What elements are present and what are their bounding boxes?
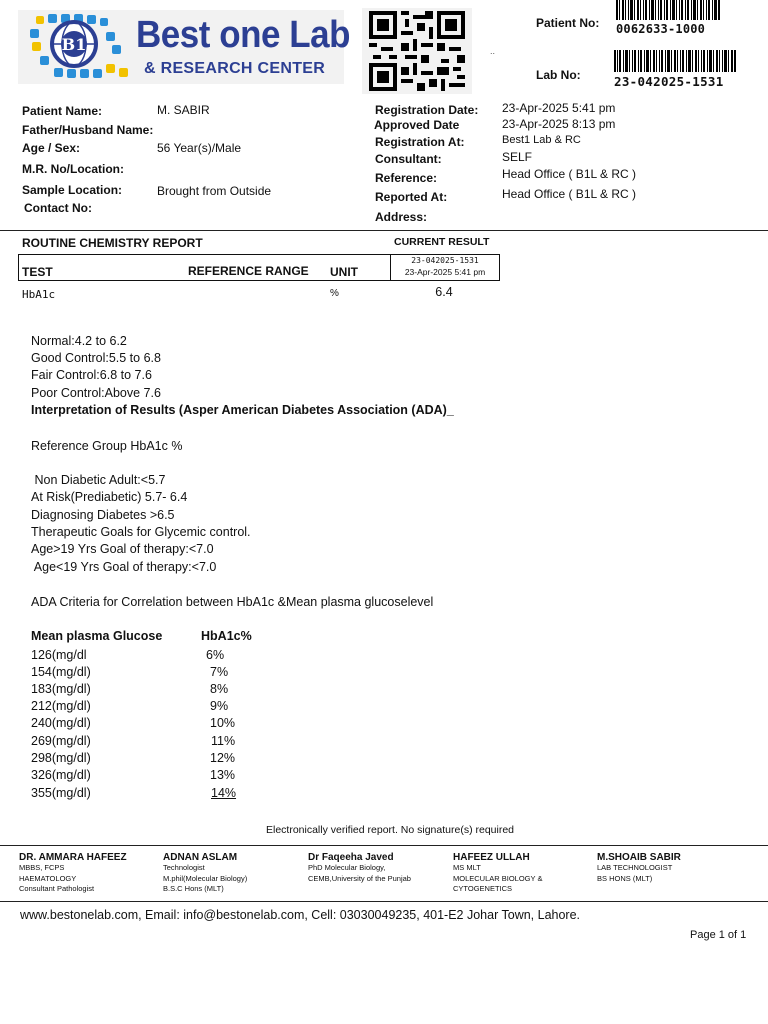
- glucose-value: 212(mg/dl): [31, 699, 91, 713]
- signatory-name: HAFEEZ ULLAH: [453, 852, 530, 863]
- reported-at-label: Reported At:: [375, 190, 448, 204]
- test-unit: %: [330, 288, 339, 299]
- reported-at-value: Head Office ( B1L & RC ): [502, 187, 637, 201]
- hba1c-value: 14%: [211, 786, 237, 800]
- signatory: [163, 852, 247, 895]
- verification-note: Electronically verified report. No signature(s) required: [265, 824, 515, 836]
- test-result-value: 6.4: [435, 285, 453, 299]
- glucose-value: 269(mg/dl): [31, 734, 91, 748]
- lab-subtitle: & RESEARCH CENTER: [144, 60, 326, 77]
- signatory: [19, 852, 127, 895]
- col-test-header: TEST: [22, 265, 53, 279]
- signatory-qualification: MOLECULAR BIOLOGY &: [453, 873, 543, 883]
- hba1c-value: 6%: [206, 648, 225, 662]
- approved-date-label: Approved Date: [374, 118, 460, 132]
- reference-label: Reference:: [375, 171, 438, 185]
- col-lab-no: 23-042025-1531: [411, 256, 479, 265]
- consultant-label: Consultant:: [375, 152, 442, 166]
- signatory-qualification: M.phil(Molecular Biology): [163, 873, 248, 883]
- range-line: Good Control:5.5 to 6.8: [31, 351, 161, 365]
- mr-no-label: M.R. No/Location:: [22, 162, 124, 176]
- lab-name: Best one Lab: [136, 14, 351, 56]
- hba1c-value: 10%: [210, 716, 236, 730]
- ada-criteria-title: ADA Criteria for Correlation between HbA1c &Mean plasma glucoselevel: [31, 595, 434, 609]
- patient-name-label: Patient Name:: [22, 104, 103, 118]
- registration-date-label: Registration Date:: [375, 103, 479, 117]
- hba1c-value: 8%: [210, 682, 229, 696]
- glucose-value: 183(mg/dl): [31, 682, 91, 696]
- approved-date-value: 23-Apr-2025 8:13 pm: [502, 117, 616, 131]
- signatory-qualification: MS MLT: [453, 863, 481, 872]
- glucose-value: 154(mg/dl): [31, 665, 91, 679]
- signature-top-divider: [0, 845, 768, 846]
- signatory-qualification: HAEMATOLOGY: [19, 873, 77, 883]
- lab-barcode-icon: [614, 50, 736, 72]
- contact-no-label: Contact No:: [24, 201, 92, 215]
- criteria-line: At Risk(Prediabetic) 5.7- 6.4: [31, 490, 188, 504]
- signatory-qualification: Technologist: [163, 863, 205, 872]
- signatory-qualification: LAB TECHNOLOGIST: [597, 863, 673, 872]
- signatory: [453, 852, 542, 895]
- address-label: Address:: [375, 210, 428, 224]
- glucose-value: 240(mg/dl): [31, 716, 91, 730]
- father-name-label: Father/Husband Name:: [22, 123, 154, 137]
- signatory-name: ADNAN ASLAM: [163, 852, 238, 863]
- hba1c-value: 11%: [211, 734, 236, 748]
- signatory-name: DR. AMMARA HAFEEZ: [19, 852, 127, 863]
- qr-code-icon: [362, 8, 472, 94]
- registration-date-value: 23-Apr-2025 5:41 pm: [502, 101, 616, 115]
- header-dots: ..: [490, 46, 496, 56]
- signatory-name: Dr Faqeeha Javed: [308, 852, 394, 863]
- signatory-qualification: MBBS, FCPS: [19, 863, 65, 872]
- glucose-value: 126(mg/dl: [31, 648, 87, 662]
- patient-barcode-icon: [616, 0, 720, 20]
- signatory: [597, 852, 681, 884]
- age-sex-label: Age / Sex:: [22, 141, 81, 155]
- reference-group: Reference Group HbA1c %: [31, 439, 183, 453]
- range-line: Fair Control:6.8 to 7.6: [31, 368, 152, 382]
- test-name: HbA1c: [22, 288, 56, 301]
- col-date: 23-Apr-2025 5:41 pm: [404, 267, 486, 277]
- reference-value: Head Office ( B1L & RC ): [502, 167, 637, 181]
- signatory-qualification: PhD Molecular Biology,: [308, 863, 386, 872]
- criteria-line: Diagnosing Diabetes >6.5: [31, 508, 175, 522]
- section-divider: [0, 230, 768, 231]
- patient-no-label: Patient No:: [536, 16, 600, 30]
- criteria-line: Non Diabetic Adult:<5.7: [31, 473, 166, 487]
- glucose-value: 326(mg/dl): [31, 768, 91, 782]
- page-number: Page 1 of 1: [690, 929, 747, 941]
- report-title: ROUTINE CHEMISTRY REPORT: [22, 236, 203, 250]
- hba1c-value: 12%: [210, 751, 236, 765]
- range-line: Normal:4.2 to 6.2: [31, 334, 127, 348]
- interpretation-title: Interpretation of Results (Asper American Diabetes Association (ADA)_: [31, 403, 454, 417]
- current-result-label: CURRENT RESULT: [394, 236, 490, 248]
- criteria-line: Therapeutic Goals for Glycemic control.: [31, 525, 251, 539]
- glucose-value: 355(mg/dl): [31, 786, 91, 800]
- lab-logo-icon: [26, 12, 134, 82]
- registration-at-value: Best1 Lab & RC: [502, 134, 581, 146]
- lab-no-value: 23-042025-1531: [614, 74, 724, 89]
- signatory-name: M.SHOAIB SABIR: [597, 852, 681, 863]
- col-range-header: REFERENCE RANGE: [188, 264, 309, 278]
- signatory: [308, 852, 411, 884]
- registration-at-label: Registration At:: [375, 135, 465, 149]
- signatory-qualification: B.S.C Hons (MLT): [163, 884, 224, 893]
- hba1c-value: 13%: [210, 768, 236, 782]
- criteria-line: Age>19 Yrs Goal of therapy:<7.0: [31, 542, 214, 556]
- hba1c-value: 9%: [210, 699, 229, 713]
- footer-contact: www.bestonelab.com, Email: info@bestonelab.com, Cell: 03030049235, 401-E2 Johar Town, Lahore.: [20, 908, 581, 922]
- logo-monogram: B1: [61, 35, 87, 54]
- mpg-header: Mean plasma Glucose: [31, 629, 163, 643]
- patient-name-value: M. SABIR: [157, 103, 210, 117]
- age-sex-value: 56 Year(s)/Male: [157, 141, 242, 155]
- footer-divider: [0, 901, 768, 902]
- signatory-qualification: BS HONS (MLT): [597, 873, 653, 883]
- glucose-value: 298(mg/dl): [31, 751, 91, 765]
- hba1c-header: HbA1c%: [201, 629, 252, 643]
- criteria-line: Age<19 Yrs Goal of therapy:<7.0: [31, 560, 217, 574]
- hba1c-value: 7%: [210, 665, 229, 679]
- signatory-qualification: Consultant Pathologist: [19, 884, 95, 893]
- sample-location-value: Brought from Outside: [157, 184, 272, 198]
- col-unit-header: UNIT: [330, 265, 358, 279]
- sample-location-label: Sample Location:: [22, 183, 123, 197]
- consultant-value: SELF: [502, 150, 533, 164]
- range-line: Poor Control:Above 7.6: [31, 386, 161, 400]
- signatory-qualification: CYTOGENETICS: [453, 884, 513, 893]
- lab-no-label: Lab No:: [536, 68, 581, 82]
- patient-no-value: 0062633-1000: [616, 22, 706, 36]
- signatory-qualification: CEMB,University of the Punjab: [308, 873, 411, 883]
